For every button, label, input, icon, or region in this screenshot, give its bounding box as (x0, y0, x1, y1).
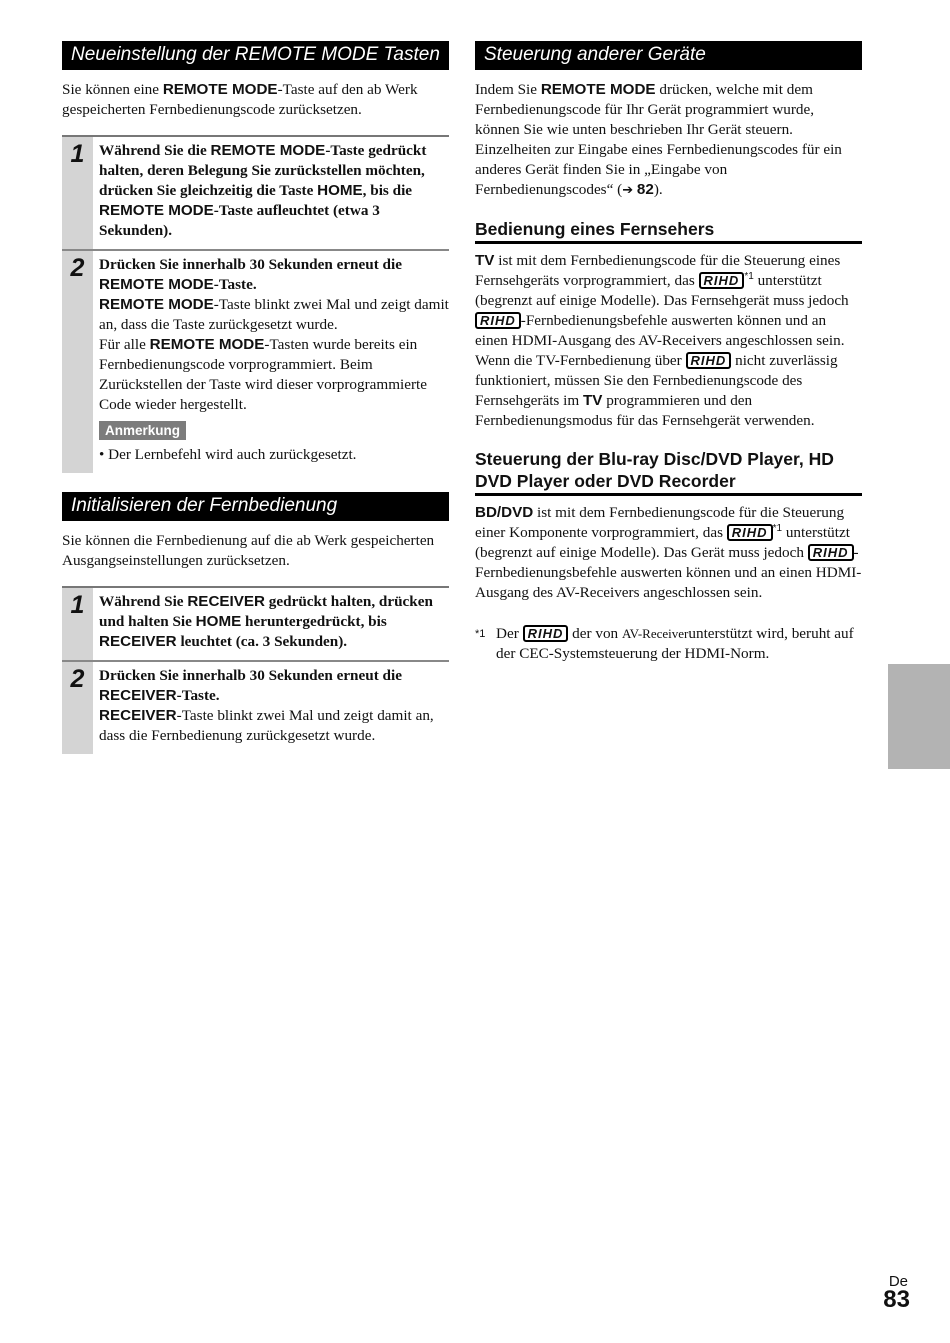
right-column (475, 41, 862, 664)
step-instruction: Drücken Sie innerhalb 30 Sekunden erneut die REMOTE MODE-Taste. (99, 256, 402, 293)
bd-paragraph: BD/DVD ist mit dem Fernbedienungscode für die Steuerung einer Komponente vorprogrammiert, das RIHD $^{*1}$ unterstützt (begrenzt auf einige Modelle). Das Gerät muss jedoch RIHD -Fernbedienungsbefehle auswerten können und an einen HDMI-Ausgang des AV-Receivers angeschlossen sein. (475, 504, 862, 601)
steps-initialize-remote (62, 586, 449, 754)
rihd-logo-icon: RIHD (727, 524, 773, 541)
rihd-logo-icon: RIHD (808, 544, 854, 561)
page-number: 83 (883, 1286, 910, 1313)
rihd-logo-icon: RIHD (699, 272, 745, 289)
step-1 (62, 137, 449, 251)
footnote-text: Der RIHD der von AV-Receiverunterstützt wird, beruht auf der CEC-Systemsteuerung der HDMI-Norm. (496, 625, 854, 662)
page-language: De (888, 1273, 908, 1290)
step-explanation: REMOTE MODE-Taste blinkt zwei Mal und zeigt damit an, dass die Taste zurückgesetzt wurde. (99, 296, 449, 333)
rihd-logo-icon: RIHD (523, 625, 569, 642)
step-number: 2 (62, 251, 93, 473)
footnote-marker: *1 (475, 628, 486, 640)
rihd-logo-icon: RIHD (686, 352, 732, 369)
section-title-remote-mode-reset: Neueinstellung der REMOTE MODE Tasten (62, 41, 449, 70)
step-number: 1 (62, 588, 93, 660)
step-instruction: Drücken Sie innerhalb 30 Sekunden erneut die RECEIVER-Taste. (99, 667, 402, 704)
section-intro: Indem Sie REMOTE MODE drücken, welche mit dem Fernbedienungscode für Ihr Gerät programmiert wurde, können Sie wie unten beschrieben Ihr Gerät steuern. (475, 81, 815, 138)
step-2 (62, 662, 449, 754)
step-instruction: Während Sie die REMOTE MODE-Taste gedrückt halten, deren Belegung Sie zurückstellen möchten, drücken Sie gleichzeitig die Taste HOME, bis die REMOTE MODE-Taste aufleuchtet (etwa 3 Sekunden). (99, 142, 427, 239)
rihd-logo-icon: RIHD (475, 312, 521, 329)
step-2 (62, 251, 449, 473)
page-reference-link[interactable]: 82 (636, 181, 654, 198)
tv-paragraph-1: TV ist mit dem Fernbedienungscode für die Steuerung eines Fernsehgeräts vorprogrammiert, das RIHD $^{*1}$ unterstützt (begrenzt auf einige Modelle). Das Fernsehgerät muss jedoch RIHD -Fernbedienungsbefehle auswerten können und an einen HDMI-Ausgang des AV-Receivers angeschlossen sein. (475, 252, 849, 349)
step-number: 1 (62, 137, 93, 249)
note-text: • Der Lernbefehl wird auch zurückgesetzt. (99, 446, 357, 463)
chapter-side-tab (888, 664, 950, 769)
left-column (62, 41, 449, 754)
steps-remote-mode-reset (62, 135, 449, 473)
step-explanation: RECEIVER-Taste blinkt zwei Mal und zeigt damit an, dass die Fernbedienung zurückgesetzt wurde. (99, 707, 434, 744)
section-title-initialize-remote: Initialisieren der Fernbedienung (62, 492, 449, 521)
step-instruction: Während Sie RECEIVER gedrückt halten, drücken und halten Sie HOME heruntergedrückt, bis RECEIVER leuchtet (ca. 3 Sekunden). (99, 593, 433, 650)
subheading-bd-dvd: Steuerung der Blu-ray Disc/DVD Player, HD DVD Player oder DVD Recorder (475, 448, 862, 496)
section-intro: Sie können eine REMOTE MODE-Taste auf den ab Werk gespeicherten Fernbedienungscode zurücksetzen. (62, 81, 418, 118)
section-intro-reference: Einzelheiten zur Eingabe eines Fernbedienungscodes für ein anderes Gerät finden Sie in „Eingabe von Fernbedienungscodes“ (➔ 82). (475, 141, 842, 198)
step-1 (62, 588, 449, 662)
tv-paragraph-2: Wenn die TV-Fernbedienung über RIHD nicht zuverlässig funktioniert, müssen Sie den Fernbedienungscode des Fernsehgeräts im TV programmieren und den Fernbedienungsmodus für das Fernsehgerät verwenden. (475, 352, 838, 429)
note-label: Anmerkung (99, 421, 186, 440)
step-explanation: Für alle REMOTE MODE-Tasten wurde bereits ein Fernbedienungscode vorprogrammiert. Beim Zurückstellen der Taste wird dieser vorprogrammierte Code wieder hergestellt. (99, 336, 428, 413)
step-number: 2 (62, 662, 93, 754)
footnote (475, 624, 862, 664)
section-title-control-other-devices: Steuerung anderer Geräte (475, 41, 862, 70)
subheading-tv: Bedienung eines Fernsehers (475, 218, 862, 244)
section-intro: Sie können die Fernbedienung auf die ab Werk gespeicherten Ausgangseinstellungen zurücksetzen. (62, 532, 435, 569)
arrow-right-icon: ➔ (622, 183, 634, 198)
